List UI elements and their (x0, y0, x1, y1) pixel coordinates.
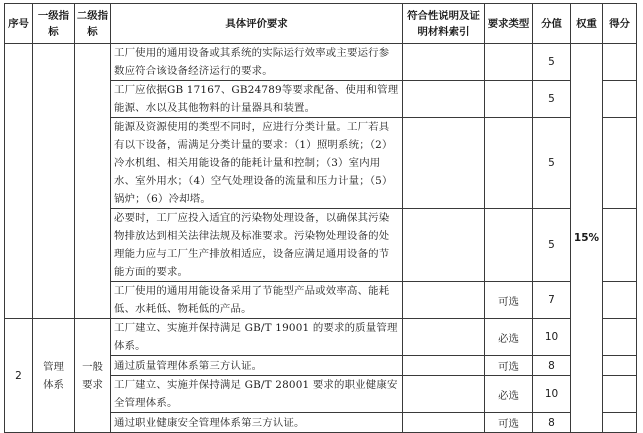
got-cell (603, 209, 637, 282)
table-row (5, 44, 637, 81)
header-requirement: 具体评价要求 (111, 4, 403, 44)
evaluation-table (4, 3, 637, 433)
req-type-cell (485, 118, 533, 209)
got-cell (603, 376, 637, 413)
got-cell (603, 118, 637, 209)
group-seq-cell: 2 (5, 319, 33, 433)
requirement-cell: 必要时，工厂应投入适宜的污染物处理设备，以确保其污染物排放达到相关法律法规及标准要求。污染物处理设备的处理能力应与工厂生产排放相适应，设备应满足通用设备的节能方面的要求。 (111, 209, 403, 282)
requirement-cell: 能源及资源使用的类型不同时，应进行分类计量。工厂若具有以下设备，需满足分类计量的要求：（1）照明系统；（2）冷水机组、相关用能设备的能耗计量和控制；（3）室内用水、室外用水；（4）空气处理设备的流量和压力计量；（5）锅炉；（6）冷却塔。 (111, 118, 403, 209)
header-evidence: 符合性说明及证明材料索引 (403, 4, 485, 44)
req-type-cell: 可选 (485, 413, 533, 433)
group-level2-cell (75, 319, 111, 433)
evidence-cell (403, 282, 485, 319)
score-cell: 5 (533, 44, 571, 81)
got-cell (603, 356, 637, 376)
evaluation-table-container (4, 3, 637, 433)
header-got: 得分 (603, 4, 637, 44)
score-cell: 10 (533, 319, 571, 356)
header-seq: 序号 (5, 4, 33, 44)
header-req-type: 要求类型 (485, 4, 533, 44)
header-row (5, 4, 637, 44)
req-type-cell: 可选 (485, 282, 533, 319)
requirement-cell: 工厂建立、实施并保持满足 GB/T 28001 要求的职业健康安全管理体系。 (111, 376, 403, 413)
requirement-cell: 通过质量管理体系第三方认证。 (111, 356, 403, 376)
req-type-cell (485, 44, 533, 81)
req-type-cell (485, 209, 533, 282)
score-cell: 5 (533, 81, 571, 118)
table-row (5, 319, 637, 356)
req-type-cell: 必选 (485, 376, 533, 413)
header-level2: 二级指标 (75, 4, 111, 44)
score-cell: 10 (533, 376, 571, 413)
got-cell (603, 319, 637, 356)
requirement-cell: 工厂使用的通用设备或其系统的实际运行效率或主要运行参数应符合该设备经济运行的要求。 (111, 44, 403, 81)
group-level1-cell (33, 319, 75, 433)
evidence-cell (403, 81, 485, 118)
got-cell (603, 44, 637, 81)
header-score: 分值 (533, 4, 571, 44)
score-cell: 8 (533, 413, 571, 433)
req-type-cell: 必选 (485, 319, 533, 356)
requirement-cell: 工厂建立、实施并保持满足 GB/T 19001 的要求的质量管理体系。 (111, 319, 403, 356)
requirement-cell: 工厂应依据GB 17167、GB24789等要求配备、使用和管理能源、水以及其他物料的计量器具和装置。 (111, 81, 403, 118)
weight-cell: 15% (571, 44, 603, 433)
level1-cell-empty (33, 44, 75, 319)
seq-cell-empty (5, 44, 33, 319)
evidence-cell (403, 319, 485, 356)
score-cell: 7 (533, 282, 571, 319)
evidence-cell (403, 356, 485, 376)
req-type-cell (485, 81, 533, 118)
header-weight: 权重 (571, 4, 603, 44)
got-cell (603, 282, 637, 319)
score-cell: 5 (533, 209, 571, 282)
requirement-cell: 工厂使用的通用用能设备采用了节能型产品或效率高、能耗低、水耗低、物耗低的产品。 (111, 282, 403, 319)
requirement-cell: 通过职业健康安全管理体系第三方认证。 (111, 413, 403, 433)
level2-cell-empty (75, 44, 111, 319)
evidence-cell (403, 376, 485, 413)
evidence-cell (403, 44, 485, 81)
evidence-cell (403, 118, 485, 209)
got-cell (603, 81, 637, 118)
evidence-cell (403, 209, 485, 282)
group-level2-label: 一般要求 (82, 360, 103, 391)
header-level1: 一级指标 (33, 4, 75, 44)
req-type-cell: 可选 (485, 356, 533, 376)
score-cell: 8 (533, 356, 571, 376)
score-cell: 5 (533, 118, 571, 209)
group-level1-label: 管理体系 (43, 360, 64, 391)
